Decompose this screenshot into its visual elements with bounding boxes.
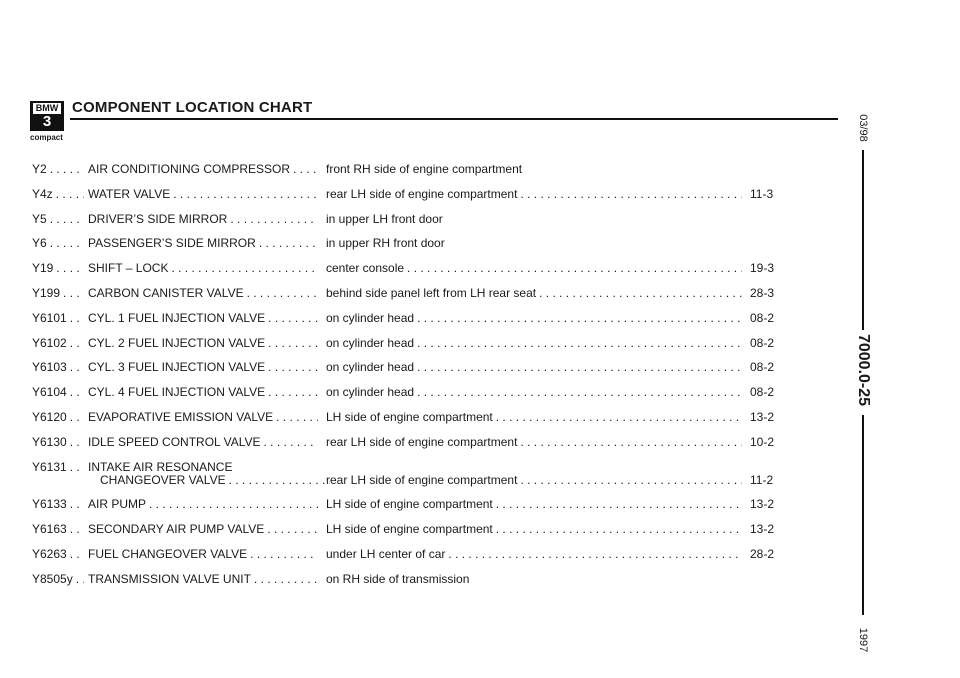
component-location: LH side of engine compartment . . . — [326, 520, 742, 538]
component-location: on cylinder head . . . — [326, 383, 742, 401]
figure-reference: 08-2 — [750, 335, 775, 350]
component-location: rear LH side of engine compartment . . . — [326, 471, 742, 489]
component-code: Y6104 . . . — [32, 383, 84, 401]
figure-reference: 10-2 — [750, 434, 775, 449]
component-location: in upper RH front door — [326, 236, 445, 251]
component-name: CYL. 4 FUEL INJECTION VALVE . . . — [88, 383, 318, 401]
component-code: Y6102 . . . — [32, 334, 84, 352]
page-title: COMPONENT LOCATION CHART — [72, 99, 313, 116]
component-name: AIR CONDITIONING COMPRESSOR . . . — [88, 160, 318, 178]
table-row — [0, 383, 840, 401]
component-name: FUEL CHANGEOVER VALVE . . . — [88, 545, 318, 563]
page-number: 7000.0-25 — [855, 333, 872, 407]
component-location: rear LH side of engine compartment . . . — [326, 433, 742, 451]
table-row — [0, 234, 840, 252]
component-code: Y6103 . . . — [32, 358, 84, 376]
component-code: Y6131 . . . — [32, 458, 84, 476]
logo-series: 3 — [42, 113, 52, 130]
table-row — [0, 570, 840, 588]
component-code: Y199 . . . — [32, 284, 84, 302]
component-location: on cylinder head . . . — [326, 309, 742, 327]
model-year: 1997 — [857, 627, 869, 653]
table-row — [0, 309, 840, 327]
component-location: front RH side of engine compartment — [326, 162, 523, 176]
component-code: Y19 . . . — [32, 259, 84, 277]
figure-reference: 13-2 — [750, 497, 775, 512]
component-location: center console . . . — [326, 259, 742, 277]
figure-reference: 19-3 — [750, 261, 775, 276]
logo-brand: BMW — [33, 103, 61, 114]
figure-reference: 08-2 — [750, 385, 775, 400]
component-name: INTAKE AIR RESONANCE — [88, 459, 233, 474]
component-code: Y6 . . . — [32, 234, 84, 252]
component-code: Y6101 . . . — [32, 309, 84, 327]
component-name: EVAPORATIVE EMISSION VALVE . . . — [88, 408, 318, 426]
component-location: in upper LH front door — [326, 211, 443, 226]
table-row — [0, 334, 840, 352]
component-name: TRANSMISSION VALVE UNIT . . . — [88, 570, 318, 588]
figure-reference: 11-3 — [750, 186, 774, 201]
component-code: Y2 . . . — [32, 160, 84, 178]
title-rule — [70, 118, 838, 120]
logo-subtitle: compact — [30, 133, 63, 142]
table-row — [0, 210, 840, 228]
component-code: Y4z . . . — [32, 185, 84, 203]
component-name-continued: CHANGEOVER VALVE . . . — [88, 471, 330, 489]
table-row — [0, 160, 840, 178]
table-row — [0, 408, 840, 426]
component-name: CYL. 1 FUEL INJECTION VALVE . . . — [88, 309, 318, 327]
figure-reference: 28-3 — [750, 286, 775, 300]
figure-reference: 08-2 — [750, 310, 775, 325]
figure-reference: 13-2 — [750, 522, 775, 537]
component-name: CARBON CANISTER VALVE . . . — [88, 284, 318, 302]
table-row — [0, 284, 840, 302]
revision-date: 03/98 — [857, 114, 869, 142]
component-location: on RH side of transmission — [326, 571, 470, 586]
figure-reference: 11-2 — [750, 472, 774, 487]
component-location: behind side panel left from LH rear seat . . . — [326, 284, 742, 302]
table-row — [0, 433, 840, 451]
component-location: on cylinder head . . . — [326, 334, 742, 352]
component-code: Y8505y . . . — [32, 570, 84, 588]
component-name: IDLE SPEED CONTROL VALVE . . . — [88, 433, 318, 451]
component-code: Y6133 . . . — [32, 495, 84, 513]
component-code: Y6120 . . . — [32, 408, 84, 426]
component-name: SECONDARY AIR PUMP VALVE . . . — [88, 520, 318, 538]
component-location: LH side of engine compartment . . . — [326, 495, 742, 513]
component-name: PASSENGER’S SIDE MIRROR . . . — [88, 234, 318, 252]
table-row — [0, 185, 840, 203]
component-name: CYL. 3 FUEL INJECTION VALVE . . . — [88, 358, 318, 376]
component-location: under LH center of car . . . — [326, 545, 742, 563]
table-row — [0, 259, 840, 277]
component-code: Y6163 . . . — [32, 520, 84, 538]
table-row — [0, 545, 840, 563]
logo-badge — [30, 101, 64, 131]
side-rule-lower — [862, 415, 864, 615]
table-row — [0, 520, 840, 538]
component-code: Y6130 . . . — [32, 433, 84, 451]
component-name: AIR PUMP . . . — [88, 495, 318, 513]
component-location: rear LH side of engine compartment . . . — [326, 185, 742, 203]
figure-reference: 08-2 — [750, 360, 775, 375]
component-code: Y6263 . . . — [32, 545, 84, 563]
component-name: CYL. 2 FUEL INJECTION VALVE . . . — [88, 334, 318, 352]
component-name: DRIVER’S SIDE MIRROR . . . — [88, 210, 318, 228]
component-name: WATER VALVE . . . — [88, 185, 318, 203]
component-name: SHIFT – LOCK . . . — [88, 259, 318, 277]
table-row — [0, 495, 840, 513]
table-row — [0, 458, 840, 487]
bmw-3-compact-logo — [30, 101, 66, 142]
table-row — [0, 358, 840, 376]
component-location: on cylinder head . . . — [326, 358, 742, 376]
figure-reference: 28-2 — [750, 547, 775, 561]
component-location: LH side of engine compartment . . . — [326, 408, 742, 426]
side-rule-upper — [862, 150, 864, 330]
figure-reference: 13-2 — [750, 410, 775, 424]
component-code: Y5 . . . — [32, 210, 84, 228]
